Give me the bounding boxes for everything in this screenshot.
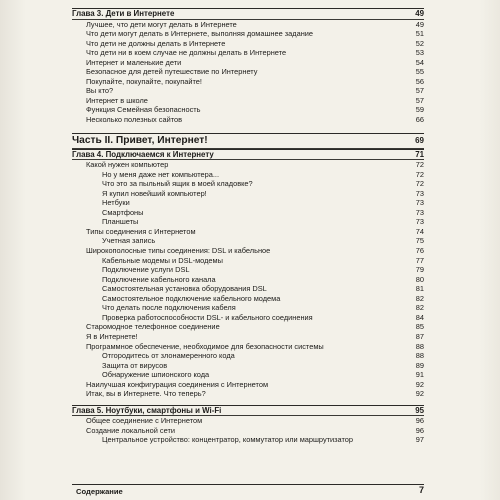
toc-entry-page: 88 (415, 351, 424, 361)
toc-entry-title: Интернет и маленькие дети (86, 57, 182, 67)
toc-entry-page: 71 (415, 149, 424, 159)
toc-part-entry (72, 134, 424, 148)
toc-entry-page: 81 (415, 284, 424, 294)
toc-entry (72, 313, 424, 323)
toc-entry (72, 217, 424, 227)
toc-entry (72, 48, 424, 58)
toc-entry (72, 246, 424, 256)
toc-entry-page: 73 (415, 207, 424, 217)
section-gap (72, 125, 424, 133)
toc-entry-title: Что дети не должны делать в Интернете (86, 38, 226, 48)
toc-entry-title: Подключение услуги DSL (102, 265, 190, 275)
toc-entry-page: 52 (415, 38, 424, 48)
toc-entry-title: Функция Семейная безопасность (86, 105, 201, 115)
toc-entry (72, 370, 424, 380)
toc-entry-page: 97 (415, 435, 424, 445)
toc-entry-title: Часть II. Привет, Интернет! (72, 134, 208, 146)
toc-entry-title: Типы соединения с Интернетом (86, 226, 196, 236)
toc-entry (72, 416, 424, 426)
toc-entry-title: Что дети ни в коем случае не должны делать в Интернете (86, 48, 287, 58)
toc-entry-page: 56 (415, 76, 424, 86)
toc-entry-title: Что это за пыльный ящик в моей кладовке? (102, 179, 253, 189)
toc-entry (72, 294, 424, 304)
toc-chapter-entry (72, 406, 424, 416)
toc-entry-page: 82 (415, 303, 424, 313)
toc-entry-title: Нетбуки (102, 198, 130, 208)
toc-entry-page: 57 (415, 95, 424, 105)
toc-entry-page: 72 (415, 169, 424, 179)
toc-entry (72, 189, 424, 199)
toc-entry-title: Самостоятельная установка оборудования DSL (102, 284, 267, 294)
toc-entry (72, 284, 424, 294)
toc-entry-page: 73 (415, 217, 424, 227)
toc-entry-title: Кабельные модемы и DSL-модемы (102, 255, 223, 265)
toc-entry-page: 66 (415, 115, 424, 125)
table-of-contents (72, 8, 424, 445)
toc-entry (72, 351, 424, 361)
toc-entry-page: 72 (415, 160, 424, 170)
toc-entry-title: Смартфоны (102, 207, 144, 217)
toc-entry-page: 96 (415, 416, 424, 426)
toc-entry (72, 198, 424, 208)
toc-entry (72, 256, 424, 266)
toc-entry-title: Глава 3. Дети в Интернете (72, 9, 175, 18)
toc-entry-title: Я в Интернете! (86, 331, 138, 341)
toc-entry (72, 39, 424, 49)
toc-entry-title: Лучшее, что дети могут делать в Интернете (86, 19, 237, 29)
toc-entry-page: 69 (415, 135, 424, 145)
footer-page-number: 7 (418, 485, 424, 495)
toc-entry (72, 77, 424, 87)
toc-entry (72, 342, 424, 352)
toc-entry (72, 115, 424, 125)
toc-entry (72, 170, 424, 180)
toc-entry-page: 96 (415, 425, 424, 435)
toc-entry-page: 75 (415, 236, 424, 246)
toc-entry-title: Программное обеспечение, необходимое для безопасности системы (86, 341, 324, 351)
toc-entry-title: Что дети могут делать в Интернете, выполняя домашнее задание (86, 29, 314, 39)
toc-entry (72, 160, 424, 170)
toc-entry-page: 77 (415, 255, 424, 265)
toc-chapter-entry (72, 150, 424, 160)
toc-entry-title: Подключение кабельного канала (102, 274, 216, 284)
toc-entry-title: Интернет в школе (86, 95, 148, 105)
toc-entry (72, 389, 424, 399)
toc-entry-page: 84 (415, 312, 424, 322)
toc-entry-page: 73 (415, 188, 424, 198)
toc-entry (72, 105, 424, 115)
toc-entry-title: Несколько полезных сайтов (86, 115, 183, 125)
toc-entry (72, 20, 424, 30)
toc-entry-title: Самостоятельное подключение кабельного модема (102, 293, 281, 303)
toc-entry-title: Итак, вы в Интернете. Что теперь? (86, 389, 206, 399)
toc-entry-title: Планшеты (102, 217, 139, 227)
toc-entry-page: 49 (415, 19, 424, 29)
toc-entry-title: Вы кто? (86, 86, 114, 96)
toc-entry-title: Проверка работоспособности DSL- и кабельного соединения (102, 312, 313, 322)
page-footer (72, 484, 424, 497)
toc-entry-title: Что делать после подключения кабеля (102, 303, 236, 313)
toc-entry-title: Учетная запись (102, 236, 156, 246)
toc-entry (72, 86, 424, 96)
toc-entry-page: 91 (415, 370, 424, 380)
toc-entry-title: Безопасное для детей путешествие по Интернету (86, 67, 258, 77)
toc-entry-title: Широкополосные типы соединения: DSL и кабельное (86, 246, 271, 256)
toc-entry-title: Глава 5. Ноутбуки, смартфоны и Wi-Fi (72, 405, 222, 415)
toc-entry (72, 29, 424, 39)
toc-entry-page: 53 (415, 48, 424, 58)
toc-entry-title: Какой нужен компьютер (86, 160, 169, 170)
toc-entry (72, 380, 424, 390)
toc-entry (72, 227, 424, 237)
toc-entry-title: Центральное устройство: концентратор, коммутатор или маршрутизатор (102, 435, 354, 445)
toc-entry (72, 426, 424, 436)
toc-entry (72, 58, 424, 68)
toc-entry-page: 74 (415, 226, 424, 236)
toc-entry (72, 275, 424, 285)
toc-entry-page: 85 (415, 322, 424, 332)
toc-entry-page: 87 (415, 331, 424, 341)
toc-entry-page: 72 (415, 179, 424, 189)
toc-entry (72, 435, 424, 445)
toc-entry-page: 92 (415, 379, 424, 389)
toc-entry (72, 361, 424, 371)
toc-entry (72, 322, 424, 332)
toc-entry-title: Покупайте, покупайте, покупайте! (86, 76, 202, 86)
toc-entry-page: 82 (415, 293, 424, 303)
toc-entry-title: Отгородитесь от злонамеренного кода (102, 351, 235, 361)
toc-entry-title: Обнаружение шпионского кода (102, 370, 210, 380)
toc-entry-page: 89 (415, 360, 424, 370)
toc-entry-page: 51 (415, 29, 424, 39)
toc-entry-page: 76 (415, 246, 424, 256)
toc-entry-page: 57 (415, 86, 424, 96)
toc-entry-page: 92 (415, 389, 424, 399)
toc-entry (72, 208, 424, 218)
toc-entry-title: Но у меня даже нет компьютера... (102, 169, 220, 179)
toc-entry-page: 88 (415, 341, 424, 351)
toc-entry-page: 54 (415, 57, 424, 67)
toc-entry-page: 73 (415, 198, 424, 208)
toc-entry (72, 67, 424, 77)
toc-entry-title: Создание локальной сети (86, 425, 176, 435)
toc-entry (72, 179, 424, 189)
toc-entry-title: Наилучшая конфигурация соединения с Интернетом (86, 379, 269, 389)
toc-chapter-entry (72, 9, 424, 19)
toc-entry (72, 265, 424, 275)
toc-entry-page: 59 (415, 105, 424, 115)
toc-entry (72, 236, 424, 246)
footer-section-label: Содержание (76, 487, 123, 496)
toc-entry-title: Я купил новейший компьютер! (102, 188, 207, 198)
toc-entry-page: 95 (415, 405, 424, 415)
toc-entry-title: Защита от вирусов (102, 360, 168, 370)
toc-entry-title: Общее соединение с Интернетом (86, 416, 203, 426)
toc-entry-page: 80 (415, 274, 424, 284)
toc-entry-title: Старомодное телефонное соединение (86, 322, 220, 332)
toc-entry-page: 49 (415, 9, 424, 18)
toc-entry (72, 96, 424, 106)
toc-entry-title: Глава 4. Подключаемся к Интернету (72, 149, 214, 159)
toc-entry (72, 332, 424, 342)
toc-entry (72, 303, 424, 313)
toc-entry-page: 79 (415, 265, 424, 275)
toc-entry-page: 55 (415, 67, 424, 77)
